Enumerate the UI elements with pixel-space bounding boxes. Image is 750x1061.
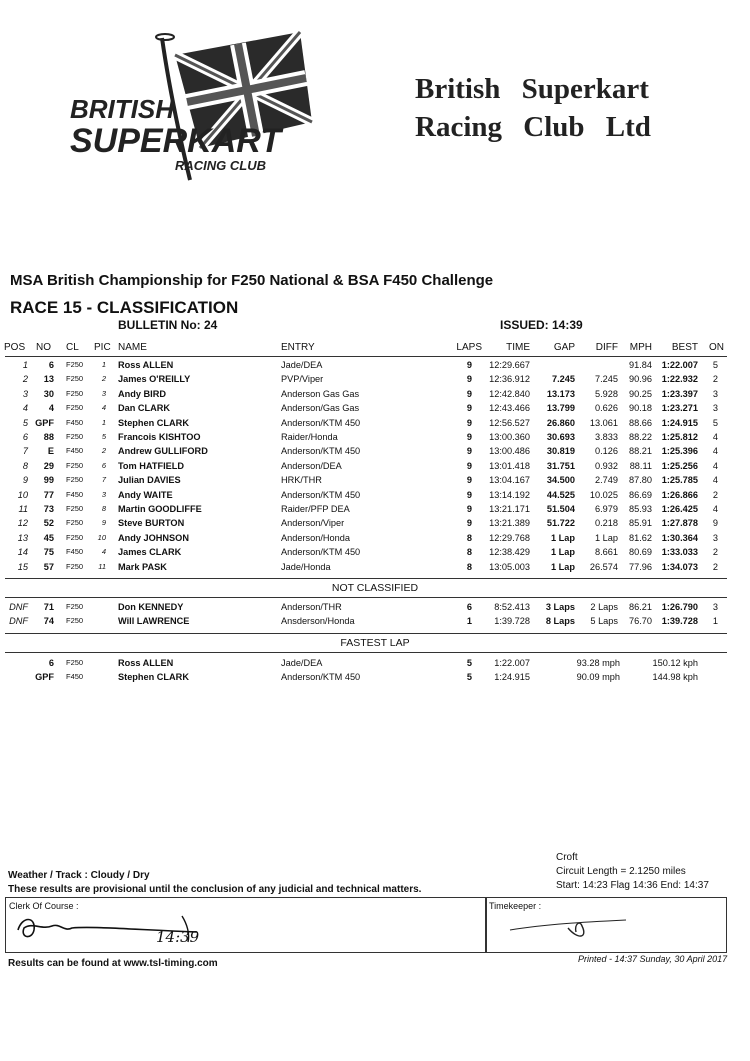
cell-lap: 5 xyxy=(466,672,472,683)
table-row xyxy=(0,504,750,518)
cell-diff: 2.749 xyxy=(595,475,618,486)
cell-laps: 9 xyxy=(466,518,472,529)
cell-mph: 88.11 xyxy=(629,460,652,471)
cell-gap: 8 Laps xyxy=(545,616,575,627)
cell-time: 13:01.418 xyxy=(489,460,530,471)
cell-no: 77 xyxy=(43,489,54,500)
col-laps: LAPS xyxy=(456,342,482,353)
cell-time: 13:00.360 xyxy=(489,432,530,442)
cell-no: 57 xyxy=(43,561,54,572)
cell-diff: 2 Laps xyxy=(590,602,618,612)
cell-pos: 12 xyxy=(17,518,28,529)
cell-on: 3 xyxy=(712,602,718,612)
cell-cl: F450 xyxy=(66,417,84,427)
cell-laps: 9 xyxy=(466,388,472,399)
cell-no: E xyxy=(47,446,54,457)
clerk-signature-box xyxy=(5,897,487,953)
cell-gap: 44.525 xyxy=(546,489,575,500)
col-cl: CL xyxy=(66,342,79,353)
cell-best: 1:25.785 xyxy=(661,475,698,486)
cell-entry: Jade/DEA xyxy=(281,360,323,370)
section-divider xyxy=(5,597,727,598)
cell-cl: F250 xyxy=(66,616,84,626)
cell-name: Ross ALLEN xyxy=(118,658,174,668)
table-row xyxy=(0,533,750,547)
cell-entry: Raider/Honda xyxy=(281,432,338,442)
cell-mph: 90.96 xyxy=(629,374,652,385)
cell-time: 8:52.413 xyxy=(494,602,530,612)
cell-best: 1:27.878 xyxy=(661,518,698,529)
cell-pos: 6 xyxy=(22,432,28,442)
cell-entry: Raider/PFP DEA xyxy=(281,504,350,514)
table-row xyxy=(0,374,750,388)
table-row xyxy=(0,403,750,417)
cell-mph: 86.21 xyxy=(629,602,652,612)
cell-best: 1:34.073 xyxy=(661,561,698,572)
cell-cl: F250 xyxy=(66,658,84,667)
cell-no: 6 xyxy=(48,360,54,370)
cell-best: 1:22.932 xyxy=(661,374,698,385)
cell-time: 13:00.486 xyxy=(489,446,530,457)
cell-cl: F250 xyxy=(66,374,84,384)
cell-on: 2 xyxy=(712,489,718,500)
cell-no: GPF xyxy=(35,417,54,428)
cell-diff: 13.061 xyxy=(589,417,618,428)
cell-cl: F250 xyxy=(66,561,84,571)
cell-cl: F250 xyxy=(66,518,84,528)
section-divider xyxy=(5,578,727,579)
cell-pic: 9 xyxy=(101,518,106,528)
cell-cl: F250 xyxy=(66,432,84,441)
cell-on: 3 xyxy=(712,403,718,414)
championship-title: MSA British Championship for F250 National & BSA F450 Challenge xyxy=(10,272,494,289)
cell-diff: 0.932 xyxy=(595,460,618,471)
cell-mph: 76.70 xyxy=(629,616,652,627)
cell-pos: 10 xyxy=(17,489,28,500)
cell-best: 1:39.728 xyxy=(661,616,698,627)
table-row xyxy=(0,616,750,630)
cell-best: 1:23.271 xyxy=(661,403,698,414)
cell-diff: 8.661 xyxy=(595,547,618,558)
cell-mph: 81.62 xyxy=(629,532,652,543)
cell-cl: F250 xyxy=(66,602,84,611)
table-header xyxy=(0,342,750,356)
cell-name: James O'REILLY xyxy=(118,374,191,385)
cell-entry: Anderson/Honda xyxy=(281,532,350,543)
cell-pic: 2 xyxy=(101,374,106,384)
cell-mph: 85.93 xyxy=(629,504,652,514)
cell-diff: 5.928 xyxy=(595,388,618,399)
col-diff: DIFF xyxy=(595,342,618,353)
cell-time: 1:24.915 xyxy=(494,672,530,683)
cell-name: Tom HATFIELD xyxy=(118,460,185,471)
cell-mph: 77.96 xyxy=(629,561,652,572)
cell-no: 99 xyxy=(43,475,54,486)
cell-gap: 34.500 xyxy=(546,475,575,486)
cell-time: 12:43.466 xyxy=(489,403,530,414)
cell-entry: HRK/THR xyxy=(281,475,322,486)
cell-time: 13:04.167 xyxy=(489,475,530,486)
cell-pic: 1 xyxy=(101,360,106,369)
table-row xyxy=(0,446,750,460)
cell-mph: 91.84 xyxy=(629,360,652,370)
cell-no: 74 xyxy=(43,616,54,627)
cell-cl: F250 xyxy=(66,475,84,485)
cell-pos: DNF xyxy=(9,616,28,627)
cell-time: 12:42.840 xyxy=(489,388,530,399)
timekeeper-signature xyxy=(506,910,706,948)
cell-gap: 13.173 xyxy=(546,388,575,399)
cell-diff: 10.025 xyxy=(589,489,618,500)
cell-mph: 88.21 xyxy=(629,446,652,457)
cell-cl: F250 xyxy=(66,360,84,369)
cell-laps: 9 xyxy=(466,460,472,471)
cell-no: 73 xyxy=(43,504,54,514)
cell-no: 45 xyxy=(43,532,54,543)
cell-name: Mark PASK xyxy=(118,561,167,572)
cell-laps: 9 xyxy=(466,360,472,370)
cell-name: Dan CLARK xyxy=(118,403,171,414)
cell-pos: 13 xyxy=(17,532,28,543)
cell-laps: 9 xyxy=(466,432,472,442)
col-on: ON xyxy=(709,342,724,353)
weather-track: Weather / Track : Cloudy / Dry xyxy=(8,870,150,881)
cell-time: 12:38.429 xyxy=(489,547,530,558)
cell-gap: 30.693 xyxy=(546,432,575,442)
cell-best: 1:22.007 xyxy=(661,360,698,370)
cell-gap: 1 Lap xyxy=(551,561,575,572)
cell-laps: 9 xyxy=(466,446,472,457)
cell-best: 1:26.425 xyxy=(661,504,698,514)
timekeeper-label: Timekeeper : xyxy=(489,901,542,911)
cell-pos: DNF xyxy=(9,602,28,612)
section-divider xyxy=(5,633,727,634)
col-best: BEST xyxy=(671,342,698,353)
cell-name: James CLARK xyxy=(118,547,182,558)
cell-pic: 2 xyxy=(101,446,106,456)
cell-time: 12:29.768 xyxy=(489,532,530,543)
cell-on: 4 xyxy=(712,446,718,457)
cell-name: Ross ALLEN xyxy=(118,360,174,370)
cell-time: 12:36.912 xyxy=(489,374,530,385)
cell-laps: 8 xyxy=(466,547,472,558)
cell-time: 1:39.728 xyxy=(494,616,530,627)
cell-entry: Anderson/Gas Gas xyxy=(281,403,360,414)
cell-entry: Jade/Honda xyxy=(281,561,331,572)
cell-name: Julian DAVIES xyxy=(118,475,181,486)
col-pos: POS xyxy=(4,342,26,353)
cell-laps: 1 xyxy=(466,616,472,627)
cell-entry: Ansderson/Honda xyxy=(281,616,355,627)
table-row xyxy=(0,547,750,561)
cell-lap: 5 xyxy=(466,658,472,668)
cell-cl: F250 xyxy=(66,403,84,413)
col-entry: ENTRY xyxy=(281,342,315,353)
cell-no: 4 xyxy=(48,403,54,414)
cell-cl: F250 xyxy=(66,460,84,470)
cell-entry: Anderson/KTM 450 xyxy=(281,417,361,428)
cell-on: 5 xyxy=(712,417,718,428)
cell-pic: 1 xyxy=(101,417,106,427)
cell-laps: 9 xyxy=(466,374,472,385)
cell-no: GPF xyxy=(35,672,54,683)
issued-time: ISSUED: 14:39 xyxy=(500,318,583,332)
table-row xyxy=(0,461,750,475)
cell-pos: 1 xyxy=(22,360,28,370)
cell-diff: 6.979 xyxy=(595,504,618,514)
cell-laps: 9 xyxy=(466,403,472,414)
cell-pos: 15 xyxy=(17,561,28,572)
cell-no: 52 xyxy=(43,518,54,529)
col-pic: PIC xyxy=(94,342,111,353)
cell-name: Will LAWRENCE xyxy=(118,616,190,627)
cell-mph: 87.80 xyxy=(629,475,652,486)
cell-pos: 7 xyxy=(22,446,28,457)
cell-entry: Anderson/KTM 450 xyxy=(281,547,361,558)
cell-pic: 11 xyxy=(98,561,106,571)
cell-pos: 2 xyxy=(22,374,28,385)
cell-cl: F250 xyxy=(66,388,84,398)
cell-cl: F450 xyxy=(66,547,84,557)
cell-on: 4 xyxy=(712,504,718,514)
cell-mph: 90.09 mph xyxy=(576,672,620,683)
cell-pic: 6 xyxy=(101,460,106,470)
cell-on: 3 xyxy=(712,388,718,399)
cell-entry: PVP/Viper xyxy=(281,374,324,385)
cell-diff: 0.626 xyxy=(595,403,618,414)
cell-diff: 1 Lap xyxy=(595,532,618,543)
cell-name: Don KENNEDY xyxy=(118,602,184,612)
cell-name: Stephen CLARK xyxy=(118,417,189,428)
cell-name: Martin GOODLIFFE xyxy=(118,504,202,514)
cell-on: 2 xyxy=(712,374,718,385)
cell-best: 1:24.915 xyxy=(661,417,698,428)
cell-no: 75 xyxy=(43,547,54,558)
cell-pic: 8 xyxy=(101,504,106,513)
cell-no: 13 xyxy=(43,374,54,385)
cell-name: Andy BIRD xyxy=(118,388,166,399)
cell-on: 4 xyxy=(712,432,718,442)
cell-pic: 5 xyxy=(101,432,106,441)
cell-name: Francois KISHTOO xyxy=(118,432,201,442)
cell-best: 1:33.033 xyxy=(661,547,698,558)
cell-time: 12:29.667 xyxy=(489,360,530,370)
cell-pic: 3 xyxy=(101,489,106,499)
printed-timestamp: Printed - 14:37 Sunday, 30 April 2017 xyxy=(578,954,728,964)
bskrc-logo xyxy=(50,30,370,190)
cell-best: 1:25.396 xyxy=(661,446,698,457)
col-mph: MPH xyxy=(629,342,652,353)
cell-best: 1:26.866 xyxy=(661,489,698,500)
cell-on: 3 xyxy=(712,532,718,543)
cell-on: 9 xyxy=(712,518,718,529)
cell-mph: 88.22 xyxy=(629,432,652,442)
cell-no: 88 xyxy=(43,432,54,442)
cell-laps: 9 xyxy=(466,489,472,500)
venue: Croft xyxy=(556,852,578,863)
provisional-notice: These results are provisional until the conclusion of any judicial and technical matters. xyxy=(8,884,422,895)
cell-time: 13:05.003 xyxy=(489,561,530,572)
cell-entry: Anderson/KTM 450 xyxy=(281,446,361,457)
cell-cl: F250 xyxy=(66,504,84,513)
fastest-lap-title: FASTEST LAP xyxy=(340,637,410,649)
col-gap: GAP xyxy=(553,342,575,353)
cell-entry: Jade/DEA xyxy=(281,658,323,668)
cell-entry: Anderson/KTM 450 xyxy=(281,672,361,683)
fastest-lap-row xyxy=(0,658,750,672)
cell-diff: 0.218 xyxy=(595,518,618,529)
company-name: British Superkart Racing Club Ltd xyxy=(415,73,651,143)
cell-mph: 80.69 xyxy=(629,547,652,558)
cell-gap: 1 Lap xyxy=(551,547,575,558)
cell-entry: Anderson Gas Gas xyxy=(281,388,360,399)
cell-name: Andrew GULLIFORD xyxy=(118,446,208,457)
cell-pos: 9 xyxy=(22,475,28,486)
cell-on: 2 xyxy=(712,547,718,558)
cell-time: 13:21.171 xyxy=(489,504,530,514)
cell-diff: 3.833 xyxy=(595,432,618,442)
cell-entry: Anderson/THR xyxy=(281,602,342,612)
header-divider xyxy=(5,356,727,357)
table-row xyxy=(0,475,750,489)
results-url: Results can be found at www.tsl-timing.com xyxy=(8,958,218,969)
cell-pos: 14 xyxy=(17,547,28,558)
table-row xyxy=(0,360,750,374)
cell-name: Andy JOHNSON xyxy=(118,532,189,543)
cell-time: 13:14.192 xyxy=(489,489,530,500)
cell-on: 2 xyxy=(712,561,718,572)
col-time: TIME xyxy=(506,342,530,353)
cell-pic: 10 xyxy=(97,532,106,542)
svg-text:SUPERKART: SUPERKART xyxy=(70,122,281,160)
cell-diff: 0.126 xyxy=(595,446,618,457)
cell-best: 1:30.364 xyxy=(661,532,698,543)
cell-laps: 9 xyxy=(466,475,472,486)
cell-pic: 3 xyxy=(101,388,106,398)
cell-no: 29 xyxy=(43,460,54,471)
cell-diff: 7.245 xyxy=(595,374,618,385)
cell-mph: 86.69 xyxy=(629,489,652,500)
cell-time: 12:56.527 xyxy=(489,417,530,428)
cell-name: Stephen CLARK xyxy=(118,672,189,683)
cell-gap: 7.245 xyxy=(552,374,575,385)
clerk-label: Clerk Of Course : xyxy=(9,901,79,911)
circuit-length: Circuit Length = 2.1250 miles xyxy=(556,866,686,877)
cell-no: 6 xyxy=(48,658,54,668)
cell-cl: F450 xyxy=(66,489,84,499)
cell-mph: 90.18 xyxy=(629,403,652,414)
race-title: RACE 15 - CLASSIFICATION xyxy=(10,298,239,317)
cell-pos: 11 xyxy=(18,504,28,514)
table-row xyxy=(0,562,750,576)
race-times: Start: 14:23 Flag 14:36 End: 14:37 xyxy=(556,880,709,891)
table-row xyxy=(0,389,750,403)
cell-gap: 31.751 xyxy=(546,460,575,471)
cell-cl: F250 xyxy=(66,532,84,542)
cell-laps: 8 xyxy=(466,561,472,572)
table-row xyxy=(0,418,750,432)
cell-pos: 5 xyxy=(22,417,28,428)
cell-gap: 1 Lap xyxy=(551,532,575,543)
cell-on: 1 xyxy=(712,616,718,627)
not-classified-title: NOT CLASSIFIED xyxy=(331,582,419,594)
cell-on: 5 xyxy=(712,360,718,370)
cell-gap: 51.504 xyxy=(546,504,575,514)
cell-pic: 7 xyxy=(101,475,106,485)
cell-mph: 90.25 xyxy=(629,388,652,399)
cell-name: Andy WAITE xyxy=(118,489,173,500)
table-row xyxy=(0,432,750,446)
cell-no: 30 xyxy=(43,388,54,399)
cell-cl: F450 xyxy=(66,672,84,682)
cell-gap: 51.722 xyxy=(546,518,575,529)
cell-laps: 6 xyxy=(466,602,472,612)
table-row xyxy=(0,602,750,616)
cell-best: 1:25.812 xyxy=(661,432,698,442)
cell-gap: 3 Laps xyxy=(545,602,575,612)
cell-on: 4 xyxy=(712,460,718,471)
cell-best: 1:23.397 xyxy=(661,388,698,399)
section-divider xyxy=(5,652,727,653)
cell-diff: 26.574 xyxy=(589,561,618,572)
cell-pic: 4 xyxy=(101,547,106,557)
cell-name: Steve BURTON xyxy=(118,518,185,529)
table-row xyxy=(0,518,750,532)
cell-pos: 3 xyxy=(22,388,28,399)
cell-best: 1:25.256 xyxy=(661,460,698,471)
cell-time: 13:21.389 xyxy=(489,518,530,529)
cell-time: 1:22.007 xyxy=(494,658,530,668)
cell-entry: Anderson/DEA xyxy=(281,460,342,471)
cell-entry: Anderson/Viper xyxy=(281,518,345,529)
cell-mph: 88.66 xyxy=(629,417,652,428)
cell-mph: 85.91 xyxy=(629,518,652,529)
fastest-lap-row xyxy=(0,672,750,686)
cell-pos: 4 xyxy=(22,403,28,414)
cell-mph: 93.28 mph xyxy=(576,658,620,668)
cell-gap: 30.819 xyxy=(546,446,575,457)
cell-kph: 150.12 kph xyxy=(652,658,698,668)
svg-text:RACING CLUB: RACING CLUB xyxy=(175,158,266,173)
clerk-handwritten-time: 14:39 xyxy=(156,928,200,946)
timekeeper-signature-box xyxy=(485,897,727,953)
table-row xyxy=(0,490,750,504)
col-name: NAME xyxy=(118,342,147,353)
cell-diff: 5 Laps xyxy=(590,616,618,627)
cell-cl: F450 xyxy=(66,446,84,456)
cell-on: 4 xyxy=(712,475,718,486)
cell-entry: Anderson/KTM 450 xyxy=(281,489,361,500)
col-no: NO xyxy=(36,342,51,353)
cell-best: 1:26.790 xyxy=(661,602,698,612)
cell-gap: 26.860 xyxy=(546,417,575,428)
cell-laps: 8 xyxy=(466,532,472,543)
cell-no: 71 xyxy=(43,602,54,612)
cell-gap: 13.799 xyxy=(546,403,575,414)
cell-pos: 8 xyxy=(22,460,28,471)
svg-text:BRITISH: BRITISH xyxy=(70,94,174,124)
cell-laps: 9 xyxy=(466,504,472,514)
cell-pic: 4 xyxy=(101,403,106,413)
cell-laps: 9 xyxy=(466,417,472,428)
cell-kph: 144.98 kph xyxy=(652,672,698,683)
bulletin-number: BULLETIN No: 24 xyxy=(118,318,218,332)
